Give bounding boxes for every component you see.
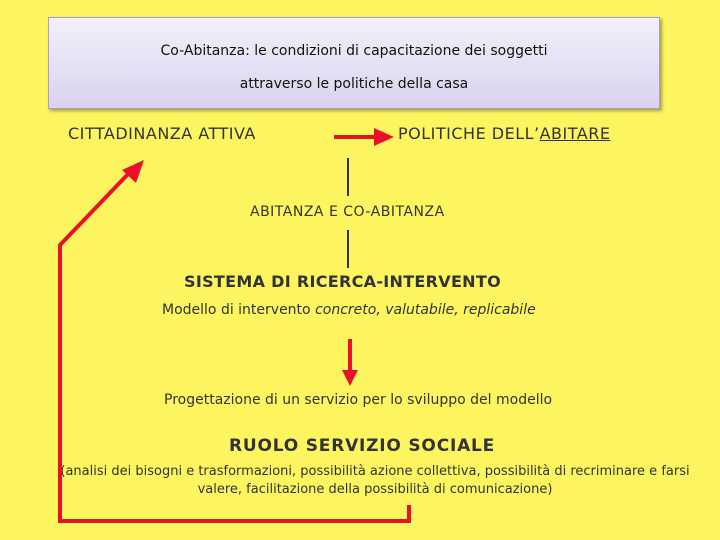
politiche-underlined: ABITARE [539, 124, 611, 143]
modello-italic: concreto, valutabile, replicabile [315, 302, 536, 318]
politiche-prefix: POLITICHE DELL’ [398, 124, 540, 143]
arrow-head-progettazione [342, 370, 358, 386]
node-progettazione: Progettazione di un servizio per lo sviluppo del modello [164, 392, 553, 408]
node-abitanza: ABITANZA E CO-ABITANZA [250, 204, 445, 220]
feedback-loop-arrow [60, 172, 409, 521]
node-analisi: (analisi dei bisogni e trasformazioni, possibilità azione collettiva, possibilità di recriminare e farsi valere, facilitazione della possibilità di comunicazione) [60, 464, 690, 497]
node-sistema-ricerca: SISTEMA DI RICERCA-INTERVENTO [184, 272, 501, 291]
arrow-head-politiche [374, 128, 394, 146]
title-line-1: Co-Abitanza: le condizioni di capacitazione dei soggetti [160, 43, 548, 59]
node-ruolo-servizio-sociale: RUOLO SERVIZIO SOCIALE [229, 436, 496, 456]
modello-prefix: Modello di intervento [162, 302, 316, 318]
title-line-2: attraverso le politiche della casa [239, 76, 469, 92]
node-cittadinanza-attiva: CITTADINANZA ATTIVA [68, 124, 256, 143]
